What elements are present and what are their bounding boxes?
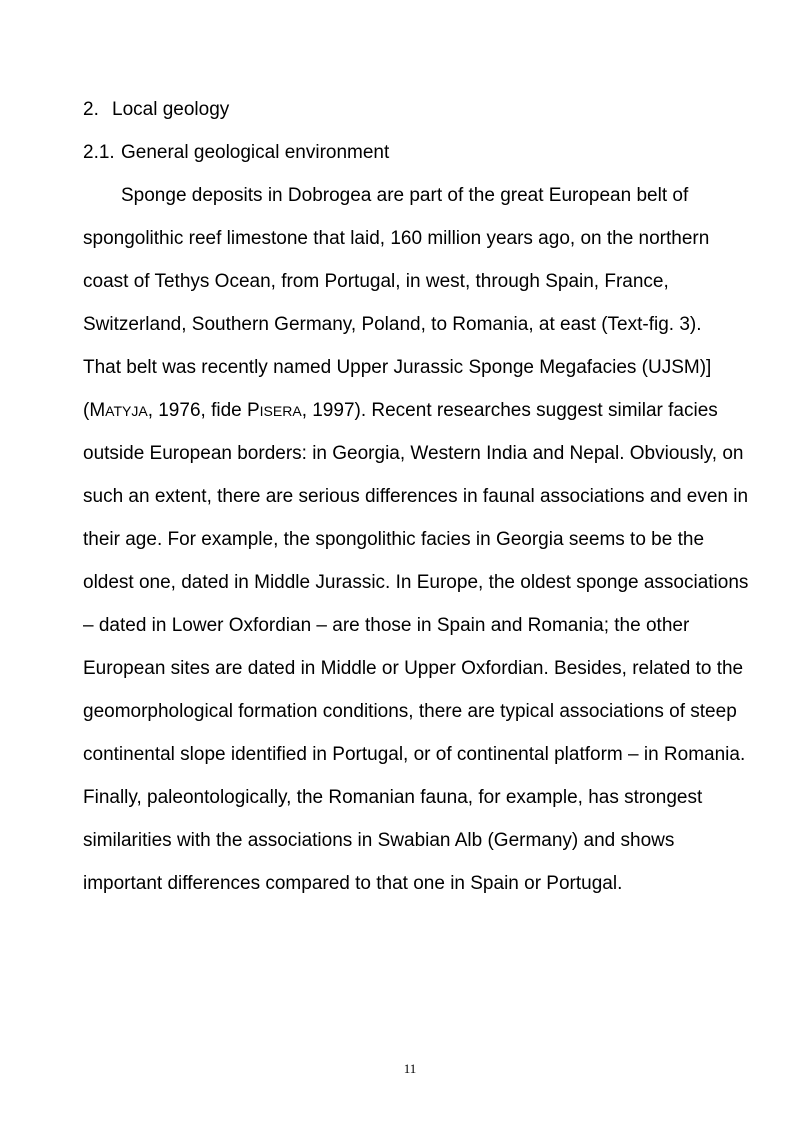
subsection-title: General geological environment [121, 142, 390, 163]
author-small-caps: ISERA [259, 403, 302, 419]
citation-open-paren: ( [83, 400, 90, 421]
subsection-number: 2.1. [83, 142, 115, 163]
paragraph-line: Switzerland, Southern Germany, Poland, to Romania, at east (Text-fig. 3). [83, 314, 702, 335]
paragraph-line: continental slope identified in Portugal, or of continental platform – in Romania. [83, 744, 746, 765]
paragraph-line: important differences compared to that one in Spain or Portugal. [83, 873, 623, 894]
paragraph-line: coast of Tethys Ocean, from Portugal, in west, through Spain, France, [83, 271, 669, 292]
section-heading [83, 99, 229, 121]
body-paragraph [83, 185, 749, 916]
paragraph-line: geomorphological formation conditions, there are typical associations of steep [83, 701, 737, 722]
paragraph-line: their age. For example, the spongolithic facies in Georgia seems to be the [83, 529, 705, 550]
paragraph-line: spongolithic reef limestone that laid, 160 million years ago, on the northern [83, 228, 710, 249]
citation-author-pisera [247, 400, 302, 421]
section-title: Local geology [112, 99, 230, 120]
author-initial: M [89, 400, 106, 421]
citation-author-matyja [89, 400, 147, 421]
paragraph-line: Sponge deposits in Dobrogea are part of the great European belt of [121, 185, 689, 206]
paragraph-line: such an extent, there are serious differences in faunal associations and even in [83, 486, 749, 507]
paragraph-line: outside European borders: in Georgia, Western India and Nepal. Obviously, on [83, 443, 744, 464]
section-number: 2. [83, 99, 99, 120]
paragraph-line: Finally, paleontologically, the Romanian fauna, for example, has strongest [83, 787, 703, 808]
paragraph-line: – dated in Lower Oxfordian – are those in Spain and Romania; the other [83, 615, 690, 636]
author-small-caps: ATYJA [105, 403, 148, 419]
subsection-heading [83, 142, 389, 164]
paragraph-line: European sites are dated in Middle or Upper Oxfordian. Besides, related to the [83, 658, 744, 679]
author-initial: P [246, 400, 260, 421]
citation-tail: , 1997). Recent researches suggest similar facies [301, 400, 718, 421]
paragraph-line-citation [83, 400, 739, 443]
paragraph-line: oldest one, dated in Middle Jurassic. In Europe, the oldest sponge associations [83, 572, 749, 593]
citation-middle: , 1976, fide [147, 400, 247, 421]
paragraph-line: similarities with the associations in Swabian Alb (Germany) and shows [83, 830, 675, 851]
page-number: 11 [403, 1061, 417, 1076]
paragraph-line: That belt was recently named Upper Jurassic Sponge Megafacies (UJSM)] [83, 357, 712, 378]
